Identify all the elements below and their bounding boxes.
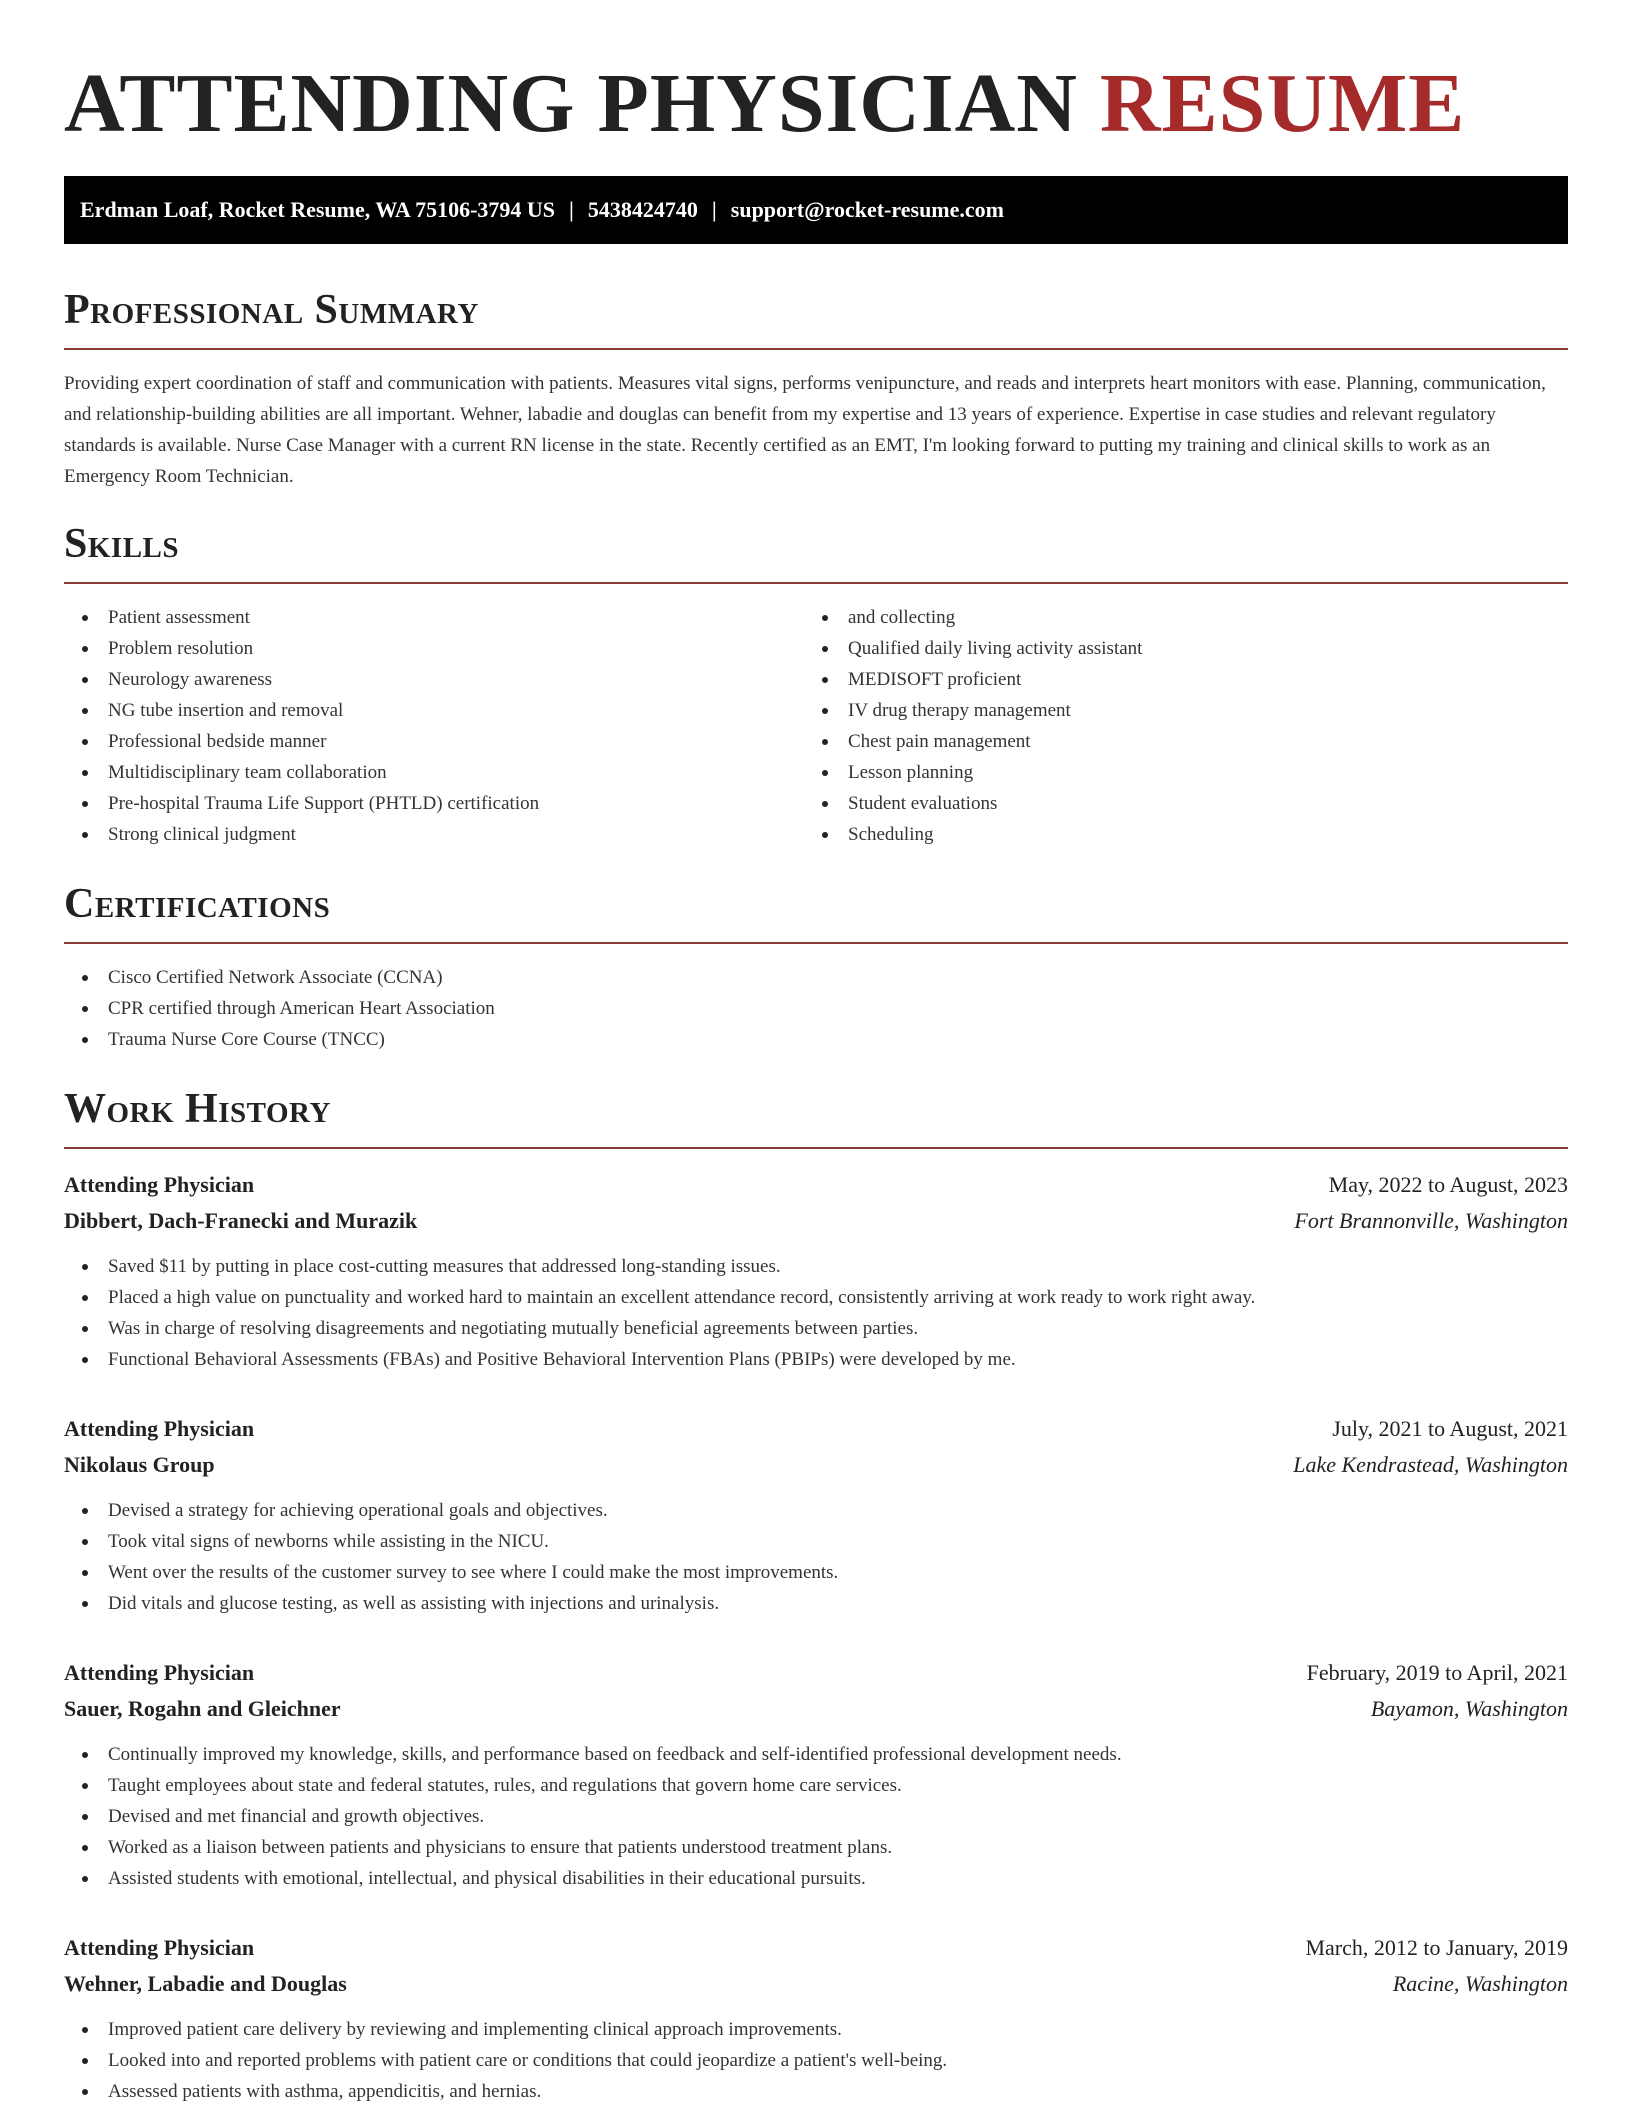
job-bullet: Did vitals and glucose testing, as well as assisting with injections and urinalysis. — [64, 1588, 1568, 1619]
contact-email: support@rocket-resume.com — [730, 197, 1004, 222]
job-title: Attending Physician — [64, 1660, 255, 1685]
job-entry — [64, 1655, 1568, 1894]
contact-address: Erdman Loaf, Rocket Resume, WA 75106-3794 US — [80, 197, 556, 222]
job-bullets — [64, 2014, 1568, 2107]
certification-item: Cisco Certified Network Associate (CCNA) — [64, 962, 1568, 993]
job-bullet: Went over the results of the customer survey to see where I could make the most improvements. — [64, 1557, 1568, 1588]
job-bullet: Assisted students with emotional, intellectual, and physical disabilities in their educational pursuits. — [64, 1863, 1568, 1894]
job-company: Wehner, Labadie and Douglas — [64, 1971, 347, 1996]
skill-item: Strong clinical judgment — [64, 819, 804, 850]
job-entry — [64, 1930, 1568, 2107]
summary-text: Providing expert coordination of staff and communication with patients. Measures vital signs, performs venipuncture, and reads and interprets heart monitors with ease. Planning, communication, and relationship-building abilities are all important. Wehner, labadie and douglas can benefit from my expertise and 13 years of experience. Expertise in case studies and relevant regulatory standards is available. Nurse Case Manager with a current RN license in the state. Recently certified as an EMT, I'm looking forward to putting my training and clinical skills to work as an Emergency Room Technician. — [64, 373, 1546, 487]
job-company: Sauer, Rogahn and Gleichner — [64, 1696, 341, 1721]
skills-section — [64, 520, 1568, 850]
job-dates: March, 2012 to January, 2019 — [1305, 1935, 1568, 1960]
job-dates: July, 2021 to August, 2021 — [1332, 1416, 1568, 1441]
job-bullets — [64, 1251, 1568, 1375]
skill-item: Multidisciplinary team collaboration — [64, 757, 804, 788]
contact-phone: 5438424740 — [587, 197, 698, 222]
section-heading-summary: Professional Summary — [64, 287, 479, 333]
job-entry — [64, 1411, 1568, 1619]
skill-item: Patient assessment — [64, 602, 804, 633]
job-bullet: Functional Behavioral Assessments (FBAs) and Positive Behavioral Intervention Plans (PBIPs) were developed by me. — [64, 1344, 1568, 1375]
job-bullets — [64, 1495, 1568, 1619]
job-company-row — [64, 1203, 1568, 1239]
job-location: Fort Brannonville, Washington — [1294, 1208, 1568, 1233]
skill-item: Scheduling — [804, 819, 1544, 850]
title-accent: RESUME — [1099, 57, 1466, 150]
skill-item: Pre-hospital Trauma Life Support (PHTLD) certification — [64, 788, 804, 819]
certification-item: Trauma Nurse Core Course (TNCC) — [64, 1024, 1568, 1055]
section-heading-skills: Skills — [64, 521, 180, 567]
resume-page — [64, 0, 1568, 2107]
certifications-list — [64, 962, 1568, 1055]
job-location: Bayamon, Washington — [1370, 1696, 1568, 1721]
job-company: Dibbert, Dach-Franecki and Murazik — [64, 1208, 418, 1233]
skill-item: Neurology awareness — [64, 664, 804, 695]
skill-item: Problem resolution — [64, 633, 804, 664]
certification-item: CPR certified through American Heart Association — [64, 993, 1568, 1024]
skills-list-left — [64, 602, 804, 850]
job-title: Attending Physician — [64, 1935, 255, 1960]
skill-item: NG tube insertion and removal — [64, 695, 804, 726]
job-bullet: Looked into and reported problems with patient care or conditions that could jeopardize a patient's well-being. — [64, 2045, 1568, 2076]
section-divider — [64, 1147, 1568, 1149]
skills-list-right — [804, 602, 1544, 850]
section-heading-work-history: Work History — [64, 1086, 331, 1132]
job-bullet: Took vital signs of newborns while assisting in the NICU. — [64, 1526, 1568, 1557]
job-bullet: Devised a strategy for achieving operational goals and objectives. — [64, 1495, 1568, 1526]
job-location: Lake Kendrastead, Washington — [1293, 1452, 1568, 1477]
job-company-row — [64, 1447, 1568, 1483]
skills-grid — [64, 602, 1568, 850]
job-bullet: Devised and met financial and growth objectives. — [64, 1801, 1568, 1832]
job-header-row — [64, 1411, 1568, 1447]
job-dates: February, 2019 to April, 2021 — [1306, 1660, 1568, 1685]
section-divider — [64, 942, 1568, 944]
skill-item: Professional bedside manner — [64, 726, 804, 757]
job-title: Attending Physician — [64, 1172, 255, 1197]
skill-item: and collecting — [804, 602, 1544, 633]
job-bullet: Worked as a liaison between patients and physicians to ensure that patients understood treatment plans. — [64, 1832, 1568, 1863]
section-divider — [64, 582, 1568, 584]
job-header-row — [64, 1930, 1568, 1966]
document-title — [64, 0, 1568, 152]
job-bullet: Saved $11 by putting in place cost-cutting measures that addressed long-standing issues. — [64, 1251, 1568, 1282]
title-main: ATTENDING PHYSICIAN — [64, 57, 1078, 150]
job-bullet: Placed a high value on punctuality and worked hard to maintain an excellent attendance record, consistently arriving at work ready to work right away. — [64, 1282, 1568, 1313]
job-bullet: Assessed patients with asthma, appendicitis, and hernias. — [64, 2076, 1568, 2107]
job-company-row — [64, 1966, 1568, 2002]
job-header-row — [64, 1167, 1568, 1203]
contact-separator: | — [711, 197, 717, 222]
skill-item: Lesson planning — [804, 757, 1544, 788]
job-bullet: Improved patient care delivery by reviewing and implementing clinical approach improvements. — [64, 2014, 1568, 2045]
job-entry — [64, 1167, 1568, 1375]
job-company: Nikolaus Group — [64, 1452, 215, 1477]
job-bullets — [64, 1739, 1568, 1894]
contact-separator: | — [569, 197, 574, 222]
job-bullet: Was in charge of resolving disagreements and negotiating mutually beneficial agreements between parties. — [64, 1313, 1568, 1344]
section-divider — [64, 348, 1568, 350]
job-title: Attending Physician — [64, 1416, 255, 1441]
section-heading-certifications: Certifications — [64, 881, 331, 927]
skill-item: IV drug therapy management — [804, 695, 1544, 726]
skill-item: Student evaluations — [804, 788, 1544, 819]
job-bullet: Continually improved my knowledge, skills, and performance based on feedback and self-identified professional development needs. — [64, 1739, 1568, 1770]
job-header-row — [64, 1655, 1568, 1691]
job-bullet: Taught employees about state and federal statutes, rules, and regulations that govern home care services. — [64, 1770, 1568, 1801]
work-history-section — [64, 1085, 1568, 2107]
job-location: Racine, Washington — [1392, 1971, 1568, 1996]
summary-section — [64, 286, 1568, 492]
skill-item: Qualified daily living activity assistant — [804, 633, 1544, 664]
skill-item: MEDISOFT proficient — [804, 664, 1544, 695]
job-company-row — [64, 1691, 1568, 1727]
skill-item: Chest pain management — [804, 726, 1544, 757]
job-dates: May, 2022 to August, 2023 — [1328, 1172, 1568, 1197]
certifications-section — [64, 880, 1568, 1055]
contact-bar — [64, 176, 1568, 244]
